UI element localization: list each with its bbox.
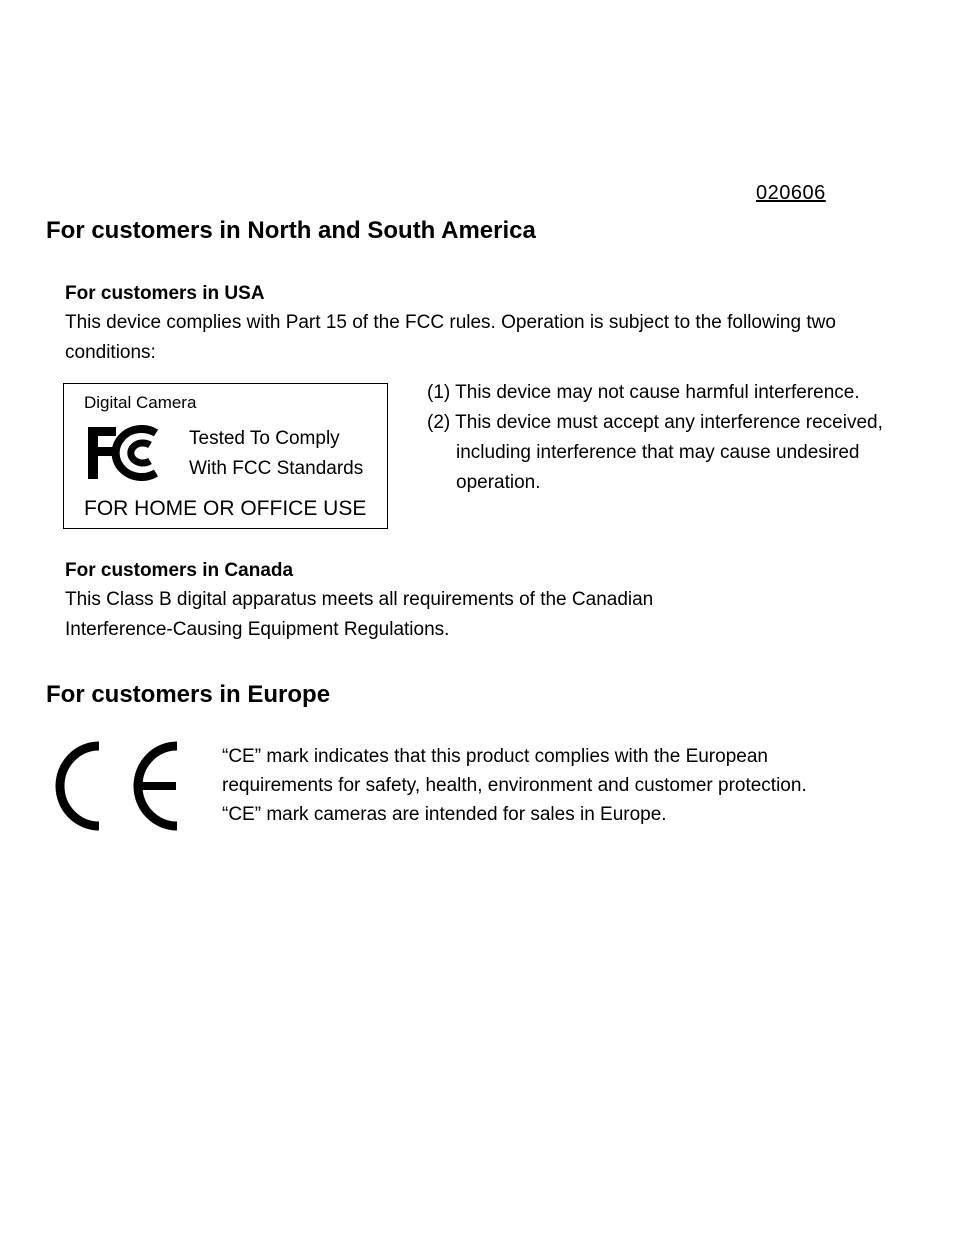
canada-text-line1: This Class B digital apparatus meets all requirements of the Canadian	[65, 589, 654, 610]
fcc-label-product: Digital Camera	[84, 393, 197, 412]
document-code: 020606	[756, 182, 826, 204]
fcc-use-text: FOR HOME OR OFFICE USE	[84, 497, 367, 520]
usa-intro-text: This device complies with Part 15 of the FCC rules. Operation is subject to the following two conditions:	[65, 312, 836, 363]
ce-description	[222, 742, 902, 829]
fcc-tested-line2: With FCC Standards	[189, 458, 364, 479]
condition-item: (2) This device must accept any interference received, including interference that may cause undesired operation.	[427, 412, 883, 493]
americas-heading: For customers in North and South America	[46, 217, 536, 244]
fcc-conditions-list	[427, 378, 897, 498]
fcc-compliance-label	[63, 383, 388, 529]
condition-item: (1) This device may not cause harmful interference.	[427, 382, 860, 403]
ce-mark-icon	[54, 740, 182, 833]
fcc-tested-text	[189, 424, 363, 484]
canada-text-line2: Interference-Causing Equipment Regulations.	[65, 619, 450, 640]
fcc-tested-line1: Tested To Comply	[189, 428, 340, 449]
usa-heading: For customers in USA	[65, 283, 265, 304]
ce-text-line1: “CE” mark indicates that this product complies with the European	[222, 746, 768, 767]
ce-text-line2: requirements for safety, health, environment and customer protection.	[222, 775, 807, 796]
fcc-logo-icon	[86, 425, 162, 481]
europe-heading: For customers in Europe	[46, 681, 331, 708]
ce-text-line3: “CE” mark cameras are intended for sales in Europe.	[222, 804, 667, 825]
canada-heading: For customers in Canada	[65, 560, 294, 581]
